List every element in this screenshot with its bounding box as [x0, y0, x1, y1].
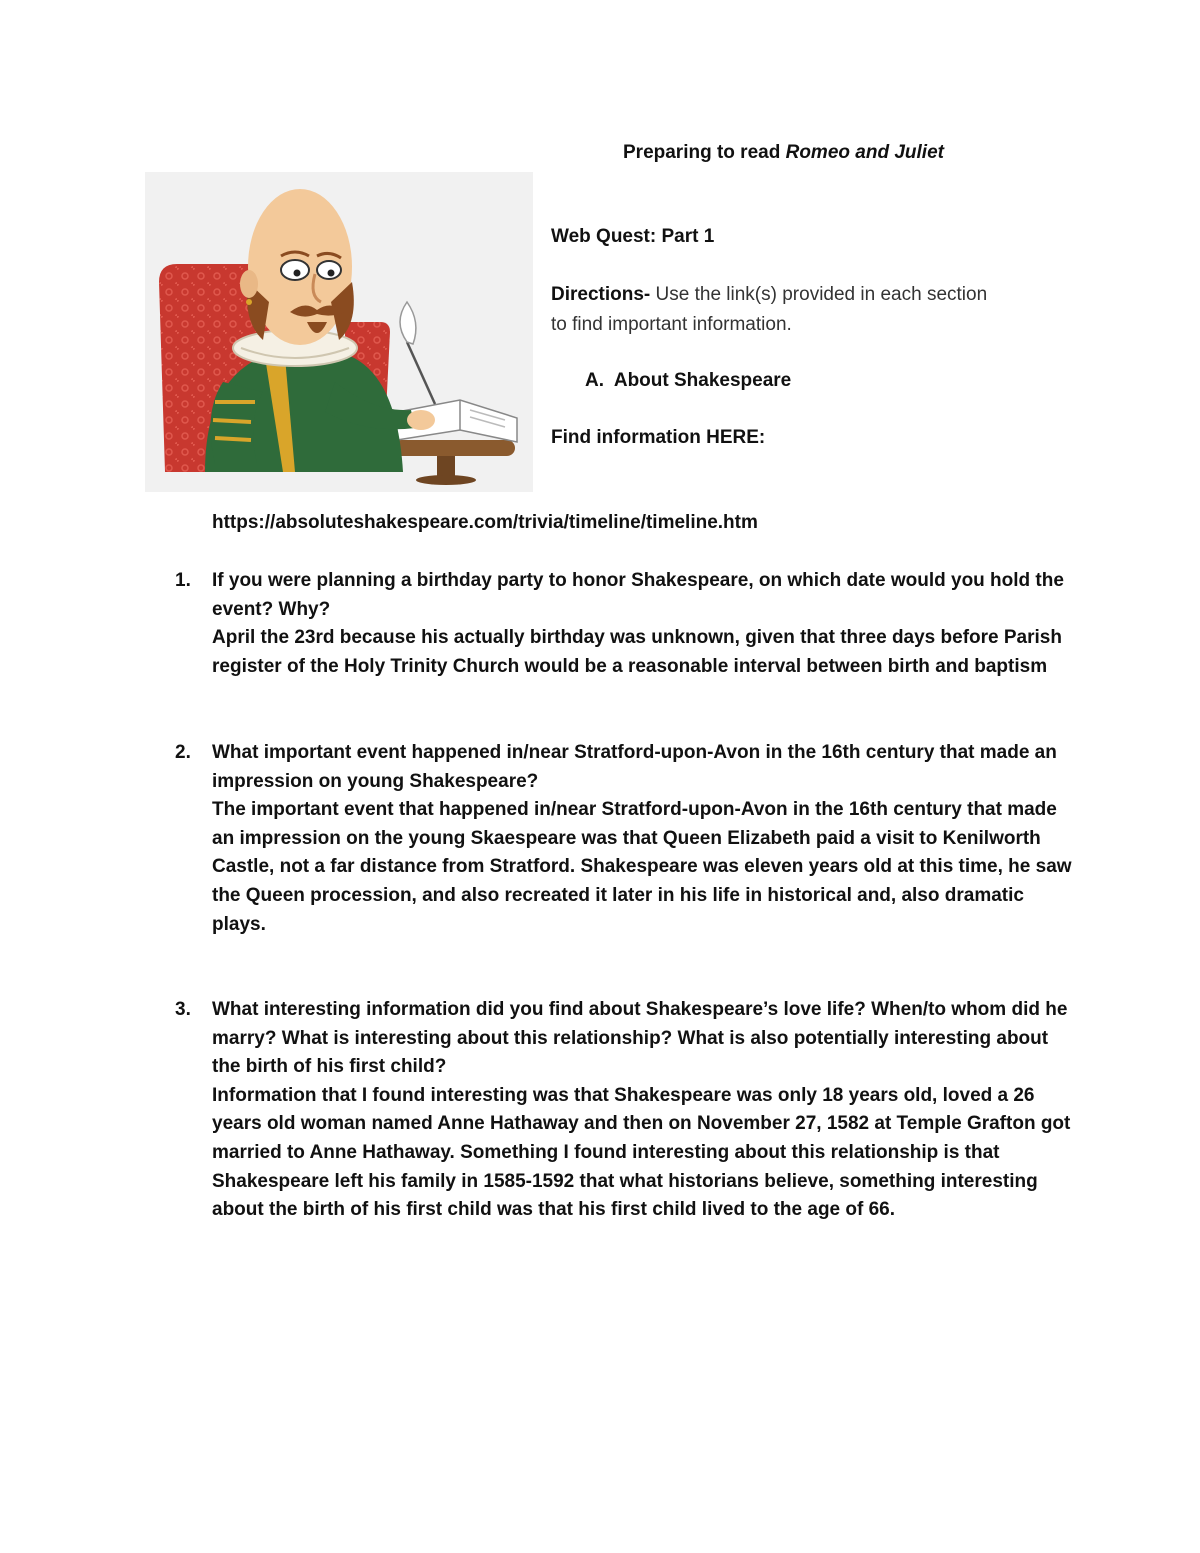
question-item-3 — [175, 996, 1075, 1225]
reference-link[interactable]: https://absoluteshakespeare.com/trivia/timeline/timeline.htm — [212, 512, 758, 533]
answer-text: April the 23rd because his actually birthday was unknown, given that three days before Parish register of the Holy Trinity Church would be a reasonable interval between birth and baptism — [212, 627, 1062, 677]
shakespeare-illustration — [145, 172, 533, 492]
page-title: Preparing to read Romeo and Juliet — [623, 142, 944, 163]
directions-line-1: Directions- Use the link(s) provided in each section — [551, 284, 988, 305]
answer-text: Information that I found interesting was that Shakespeare was only 18 years old, loved a 26 years old woman named Anne Hathaway and then on November 27, 1582 at Temple Grafton got married to Anne Hathaway. Something I found interesting about this relationship is that Shakespeare left his family in 1585-1592 that what historians believe, something interesting about the birth of his first child was that his first child lived to the age of 66. — [212, 1084, 1071, 1221]
question-text: What important event happened in/near Stratford-upon-Avon in the 16th century that made an impression on young Shakespeare? — [212, 742, 1057, 792]
directions-label: Directions- — [551, 284, 651, 305]
question-text: What interesting information did you find about Shakespeare’s love life? When/to whom did he marry? What is interesting about this relationship? What is also potentially interesting about the birth of his first child? — [212, 999, 1068, 1078]
question-number: 1. — [175, 570, 191, 591]
title-work: Romeo and Juliet — [785, 142, 944, 163]
answer-text: The important event that happened in/near Stratford-upon-Avon in the 16th century that made an impression on the young Skaespeare was that Queen Elizabeth paid a visit to Kenilworth Castle, not a far distance from Stratford. Shakespeare was eleven years old at this time, he saw the Queen procession, and also recreated it later in his life in historical and, also dramatic plays. — [212, 799, 1072, 935]
web-quest-heading: Web Quest: Part 1 — [551, 226, 715, 247]
question-number: 2. — [175, 742, 191, 763]
shakespeare-icon — [145, 172, 533, 492]
find-info-label: Find information HERE: — [551, 427, 766, 448]
question-item-2 — [175, 739, 1075, 939]
question-number: 3. — [175, 999, 191, 1020]
directions-line-2: to find important information. — [551, 314, 792, 335]
question-text: If you were planning a birthday party to honor Shakespeare, on which date would you hold the event? Why? — [212, 570, 1064, 620]
section-heading: A. About Shakespeare — [585, 370, 792, 391]
question-item-1 — [175, 567, 1075, 681]
